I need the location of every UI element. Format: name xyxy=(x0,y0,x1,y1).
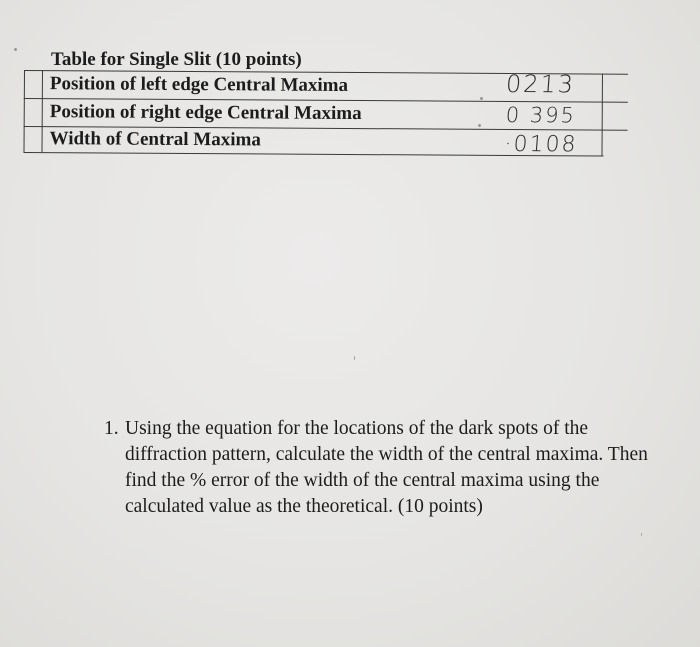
table-row xyxy=(24,98,634,130)
table-row xyxy=(23,126,633,156)
value-cell xyxy=(478,103,604,128)
value-cell xyxy=(477,132,603,158)
question-number: 1. xyxy=(104,418,119,439)
row-value: 0213 xyxy=(505,69,577,99)
question-text: Using the equation for the locations of the dark spots of the diffraction pattern, calculate the width of the central maxima. Then find the % error of the width of the central maxima using the calculated value as the theoretical. (10 points) xyxy=(125,418,648,517)
value-cell xyxy=(478,70,604,99)
row-label: Position of left edge Central Maxima xyxy=(49,73,349,96)
table-caption: Table for Single Slit (10 points) xyxy=(51,49,302,70)
table-row xyxy=(24,70,634,102)
row-label: Position of right edge Central Maxima xyxy=(49,101,362,125)
row-value: ·0108 xyxy=(503,131,578,158)
page-speck xyxy=(354,356,355,360)
margin-mark xyxy=(14,48,17,51)
page-speck xyxy=(641,533,642,536)
row-value: 0 395 xyxy=(504,102,577,128)
single-slit-table xyxy=(23,70,634,174)
row-label: Width of Central Maxima xyxy=(49,128,261,151)
